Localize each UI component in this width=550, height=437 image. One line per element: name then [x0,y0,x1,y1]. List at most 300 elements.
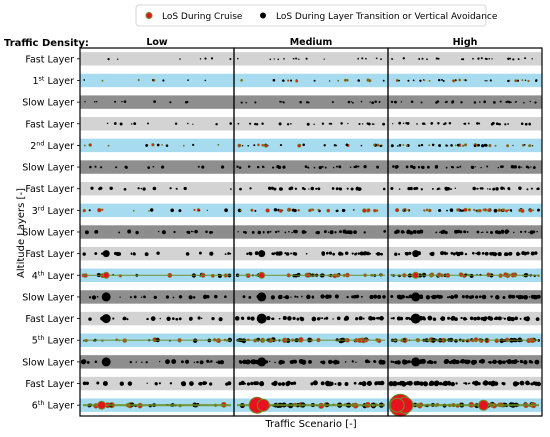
cruise-los-point [338,80,339,81]
transition-los-point [189,381,194,386]
transition-los-point [87,382,89,384]
transition-los-point [362,123,363,124]
cruise-los-point [298,144,301,147]
transition-los-point [145,252,149,256]
transition-los-point [480,317,483,320]
transition-los-point [505,360,507,362]
transition-los-point [512,145,513,146]
transition-los-point [437,58,439,60]
transition-los-point [421,58,423,60]
transition-los-point [373,360,376,363]
transition-los-point [358,123,360,125]
transition-los-point [355,166,357,168]
transition-los-point [319,166,322,169]
transition-los-point [468,383,470,385]
transition-los-point [432,144,435,147]
transition-los-point [283,58,285,60]
transition-los-point [236,166,238,168]
transition-los-point [313,124,315,126]
transition-los-point [519,253,521,255]
transition-los-point [238,123,240,125]
transition-los-point [220,360,224,364]
transition-los-point [447,187,450,190]
row-label: Fast Layer [25,314,74,326]
cruise-los-point [519,209,522,212]
transition-los-point [392,165,395,168]
cruise-los-point [251,209,253,211]
transition-los-point [437,122,439,124]
transition-los-point [124,188,127,191]
transition-los-point [241,338,246,343]
layer-band [80,182,234,195]
transition-los-point [496,296,499,299]
transition-los-point [294,252,298,256]
transition-los-point [507,316,512,321]
transition-los-highlight [103,250,110,257]
transition-los-point [117,58,118,59]
panel-header: Low [146,37,168,48]
transition-los-point [109,187,112,190]
transition-los-point [302,187,305,190]
transition-los-point [525,381,530,386]
transition-los-point [454,339,458,343]
transition-los-point [329,251,332,254]
transition-los-point [151,316,156,321]
transition-los-point [166,144,169,147]
transition-los-point [520,360,523,363]
transition-los-point [268,187,271,190]
cruise-los-point [138,79,140,81]
transition-los-point [376,317,378,319]
transition-los-point [481,57,483,59]
transition-los-point [207,210,208,211]
cruise-los-point [498,209,501,212]
transition-los-point [485,252,489,256]
transition-los-point [94,252,97,255]
cruise-los-highlight [257,399,269,411]
cruise-los-point [97,208,101,212]
transition-los-point [518,58,520,60]
transition-los-point [409,382,411,384]
transition-los-point [321,317,323,319]
transition-los-point [199,252,202,255]
transition-los-point [283,316,287,320]
transition-los-point [391,101,393,103]
transition-los-point [194,230,198,234]
transition-los-point [369,253,371,255]
transition-los-point [407,80,409,82]
transition-los-point [336,166,338,168]
cruise-los-point [377,144,379,146]
transition-los-point [421,144,423,146]
transition-los-point [501,361,504,364]
transition-los-point [241,102,243,104]
transition-los-point [419,80,421,82]
cruise-los-point [532,210,534,212]
transition-los-point [490,252,493,255]
transition-los-point [314,80,316,82]
transition-los-point [159,382,161,384]
legend-label: LoS During Layer Transition or Vertical Avoidance [276,12,498,22]
transition-los-point [471,166,473,168]
transition-los-point [357,58,359,60]
transition-los-point [98,188,101,191]
transition-los-point [460,360,463,363]
transition-los-point [205,231,208,234]
transition-los-point [351,296,353,298]
transition-los-point [402,382,405,385]
transition-los-point [142,187,145,190]
transition-los-point [399,188,401,190]
transition-los-point [365,58,367,60]
cruise-los-point [429,145,430,146]
transition-los-point [145,144,148,147]
transition-los-point [405,122,407,124]
transition-los-point [383,80,385,82]
legend [136,5,498,26]
transition-los-point [94,101,96,103]
transition-los-point [408,187,410,189]
transition-los-point [290,296,291,297]
transition-los-point [325,167,327,169]
transition-los-point [526,252,528,254]
transition-los-point [498,316,502,320]
transition-los-point [175,123,177,125]
transition-los-point [435,231,437,233]
transition-los-point [462,210,464,212]
transition-los-point [486,166,488,168]
transition-los-point [418,166,420,168]
transition-los-point [252,231,255,234]
cruise-los-point [502,209,505,212]
transition-los-point [189,295,193,299]
transition-los-point [347,230,351,234]
transition-los-point [431,252,435,256]
transition-los-point [242,317,245,320]
row-label: Fast Layer [25,54,74,66]
transition-los-point [230,253,232,255]
transition-los-point [155,382,158,385]
transition-los-point [490,79,492,81]
layer-bands [80,52,542,412]
transition-los-point [498,252,502,256]
transition-los-point [445,101,447,103]
transition-los-point [237,58,239,60]
transition-los-point [147,318,149,320]
transition-los-point [337,316,341,320]
y-axis-label: Altitude Layers [-] [16,188,27,278]
cruise-los-point [84,145,85,146]
transition-los-point [203,295,207,299]
transition-los-point [450,209,452,211]
transition-los-point [485,80,486,81]
transition-los-point [157,144,160,147]
transition-los-point [295,188,297,190]
transition-los-point [511,361,513,363]
transition-los-point [500,101,502,103]
transition-los-point [329,80,330,81]
cruise-los-point [464,79,465,80]
transition-los-point [401,230,404,233]
transition-los-point [257,166,259,168]
transition-los-point [279,122,282,125]
row-label: 5th Layer [31,334,74,347]
cruise-los-point [279,209,282,212]
transition-los-point [379,296,381,298]
transition-los-point [444,122,446,124]
transition-los-point [490,295,492,297]
transition-los-point [192,124,193,125]
transition-los-point [459,166,461,168]
transition-los-point [338,165,341,168]
transition-los-point [529,101,530,102]
transition-los-point [520,381,525,386]
transition-los-point [179,295,182,298]
transition-los-point [526,123,527,124]
transition-los-point [451,252,454,255]
transition-los-point [421,359,426,364]
transition-los-point [269,361,271,363]
transition-los-point [165,359,170,364]
transition-los-point [451,360,455,364]
transition-los-point [495,230,499,234]
transition-los-point [531,188,533,190]
cruise-los-point [133,210,134,211]
transition-los-point [447,145,448,146]
transition-los-point [475,295,478,298]
transition-los-point [248,166,249,167]
row-label: Fast Layer [25,379,74,390]
cruise-los-point [479,209,482,212]
transition-los-point [326,252,329,255]
transition-los-point [450,188,452,190]
transition-los-point [210,360,212,362]
transition-los-point [494,318,496,320]
transition-los-point [483,296,484,297]
transition-los-point [471,295,474,298]
transition-los-point [466,383,467,384]
transition-los-point [403,296,405,298]
transition-los-point [297,296,299,298]
transition-los-point [382,295,386,299]
transition-los-point [434,380,439,385]
transition-los-point [459,230,462,233]
transition-los-point [184,187,187,190]
transition-los-point [311,382,313,384]
transition-los-point [306,295,310,299]
transition-los-point [535,360,540,365]
cruise-los-point [241,79,243,81]
transition-los-point [462,58,464,60]
transition-los-point [320,294,324,298]
transition-los-point [461,252,464,255]
transition-los-point [253,144,255,146]
cruise-los-point [528,145,529,146]
transition-los-point [490,381,495,386]
transition-los-point [321,381,325,385]
transition-los-point [416,188,418,190]
cruise-los-point [452,80,455,83]
transition-los-point [489,361,492,364]
transition-los-point [361,101,363,103]
transition-los-point [466,318,468,320]
transition-los-point [313,380,318,385]
transition-los-point [296,318,299,321]
transition-los-point [347,123,348,124]
cruise-los-point [240,210,241,211]
transition-los-point [263,166,265,168]
cruise-los-point [367,209,370,212]
transition-los-point [491,58,492,59]
transition-los-point [426,58,428,60]
transition-los-point [531,58,532,59]
transition-los-point [89,296,91,298]
transition-los-point [390,187,393,190]
transition-los-point [225,382,228,385]
transition-los-point [392,317,395,320]
transition-los-point [345,251,348,254]
transition-los-point [398,122,401,125]
row-label: 1st Layer [32,74,74,87]
transition-los-point [193,296,196,299]
transition-los-point [147,383,148,384]
transition-los-point [355,317,358,320]
transition-los-point [493,101,496,104]
transition-los-point [533,166,536,169]
transition-los-point [476,122,479,125]
cruise-los-point [327,209,330,212]
transition-los-point [443,318,445,320]
transition-los-point [100,166,102,168]
transition-los-point [373,123,374,124]
transition-los-point [343,230,347,234]
transition-los-point [254,210,256,212]
transition-los-point [146,361,148,363]
transition-los-point [340,122,343,125]
transition-los-point [92,295,96,299]
transition-los-point [436,101,438,103]
transition-los-point [525,316,530,321]
transition-los-point [530,361,533,364]
row-label: Slow Layer [22,227,74,239]
transition-los-point [322,166,324,168]
transition-los-point [449,122,451,124]
transition-los-point [403,57,405,59]
transition-los-point [523,295,528,300]
transition-los-point [495,253,496,254]
transition-los-point [405,361,407,363]
transition-los-point [322,123,324,125]
transition-los-point [357,166,359,168]
transition-los-point [315,188,317,190]
transition-los-point [332,101,334,103]
transition-los-point [339,187,342,190]
transition-los-point [537,187,540,190]
cruise-los-point [373,144,375,146]
transition-los-point [487,188,488,189]
transition-los-point [482,231,484,233]
transition-los-point [118,231,120,233]
transition-los-point [301,296,303,298]
transition-los-point [515,101,517,103]
transition-los-point [479,295,482,298]
transition-los-point [507,123,509,125]
transition-los-point [123,318,126,321]
transition-los-point [500,187,503,190]
transition-los-point [147,166,150,169]
transition-los-point [197,361,199,363]
cruise-los-point [161,144,162,145]
transition-los-point [425,382,427,384]
transition-los-point [266,316,270,320]
cruise-los-point [298,209,300,211]
transition-los-point [399,318,400,319]
transition-los-point [380,58,382,60]
transition-los-point [274,252,276,254]
transition-los-point [361,145,363,147]
transition-los-point [464,123,466,125]
transition-los-point [465,295,469,299]
transition-los-point [88,317,92,321]
transition-los-point [114,252,117,255]
transition-los-point [275,231,277,233]
transition-los-point [158,231,160,233]
transition-los-point [330,230,334,234]
transition-los-point [275,253,276,254]
transition-los-point [474,360,477,363]
transition-los-highlight [411,292,420,301]
transition-los-point [152,79,154,81]
transition-los-point [406,296,409,299]
transition-los-point [274,208,277,211]
transition-los-point [507,58,509,60]
transition-los-point [454,294,458,298]
transition-los-point [353,230,357,234]
transition-los-point [345,361,347,363]
transition-los-point [352,360,354,362]
transition-los-point [306,58,308,60]
transition-los-point [290,123,292,125]
transition-los-point [287,316,292,321]
transition-los-point [173,231,175,233]
transition-los-point [186,231,188,233]
transition-los-point [280,144,282,146]
transition-los-point [136,361,137,362]
transition-los-point [294,230,298,234]
transition-los-point [481,232,482,233]
transition-los-point [411,167,412,168]
cruise-los-point [459,79,461,81]
transition-los-point [470,274,474,278]
row-header: Traffic Density: [4,38,89,49]
transition-los-point [245,359,250,364]
transition-los-point [189,317,192,320]
transition-los-point [269,58,271,60]
transition-los-point [279,295,282,298]
transition-los-highlight [258,250,265,257]
transition-los-point [242,145,243,146]
cruise-los-highlight [259,272,265,278]
transition-los-point [492,122,495,125]
cruise-los-point [529,209,532,212]
cruise-los-point [295,80,298,83]
transition-los-point [421,101,423,103]
transition-los-point [230,188,232,190]
transition-los-point [429,361,432,364]
transition-los-point [534,382,538,386]
cruise-los-point [102,80,103,81]
transition-los-point [391,144,394,147]
